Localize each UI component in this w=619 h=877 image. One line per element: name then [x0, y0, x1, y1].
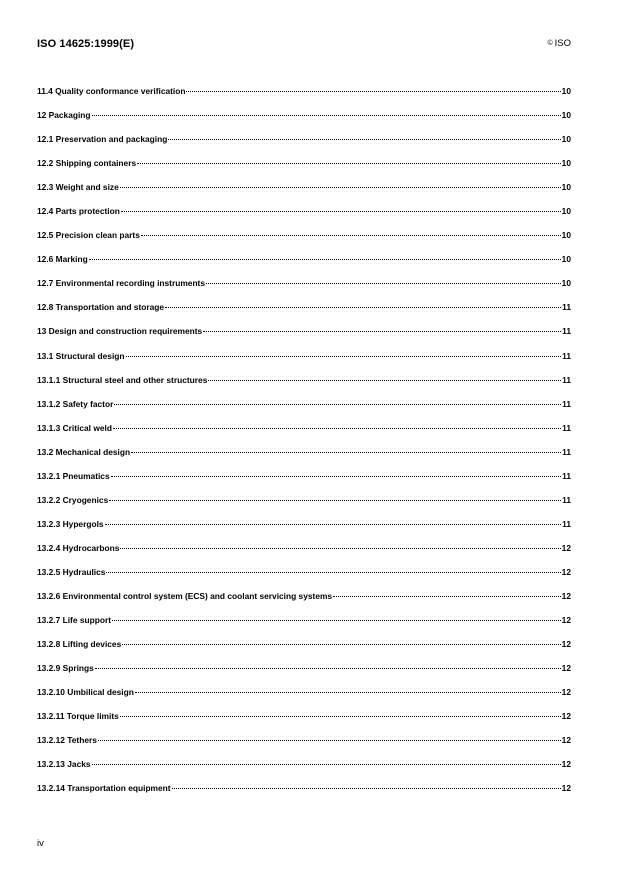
toc-entry-title: 13.1.1 Structural steel and other structures: [37, 374, 208, 385]
toc-dot-leader: [89, 259, 561, 260]
toc-entry-page: 12: [561, 759, 571, 770]
toc-entry[interactable]: [37, 542, 571, 566]
copyright-notice: [547, 38, 571, 49]
toc-entry[interactable]: [37, 494, 571, 518]
toc-entry-page: 11: [562, 302, 571, 313]
toc-dot-leader: [172, 788, 561, 789]
toc-entry-page: 11: [562, 494, 571, 505]
toc-entry-page: 12: [561, 590, 571, 601]
page-number: iv: [37, 838, 44, 849]
toc-entry-page: 11: [562, 446, 571, 457]
toc-entry[interactable]: [37, 301, 571, 325]
toc-entry-page: 10: [561, 230, 571, 241]
toc-dot-leader: [111, 476, 562, 477]
toc-entry-page: 12: [561, 711, 571, 722]
toc-entry[interactable]: [37, 662, 571, 686]
toc-entry-page: 10: [561, 206, 571, 217]
toc-entry[interactable]: [37, 133, 571, 157]
toc-dot-leader: [186, 91, 560, 92]
toc-entry[interactable]: [37, 614, 571, 638]
toc-entry-page: 10: [561, 86, 571, 96]
toc-entry-title: 12 Packaging: [37, 110, 91, 121]
toc-entry-title: 13.2.6 Environmental control system (ECS) and coolant servicing systems: [37, 590, 333, 601]
toc-entry-title: 13.2.13 Jacks: [37, 759, 91, 770]
toc-entry-page: 12: [561, 615, 571, 626]
toc-entry[interactable]: [37, 518, 571, 542]
toc-entry[interactable]: [37, 446, 571, 470]
toc-dot-leader: [92, 764, 561, 765]
toc-entry-page: 10: [561, 134, 571, 145]
toc-entry[interactable]: [37, 566, 571, 590]
toc-dot-leader: [95, 668, 561, 669]
toc-entry[interactable]: [37, 350, 571, 374]
toc-entry-page: 10: [561, 110, 571, 121]
toc-dot-leader: [120, 187, 561, 188]
toc-entry-title: 12.6 Marking: [37, 254, 88, 265]
toc-dot-leader: [141, 235, 561, 236]
toc-entry-title: 12.7 Environmental recording instruments: [37, 278, 206, 289]
toc-dot-leader: [92, 115, 561, 116]
toc-entry-title: 13.2.11 Torque limits: [37, 711, 119, 722]
toc-dot-leader: [114, 404, 561, 405]
toc-entry-title: 11.4 Quality conformance verification: [37, 86, 186, 96]
toc-dot-leader: [126, 356, 562, 357]
toc-entry-page: 12: [561, 566, 571, 577]
toc-entry-title: 13.2.4 Hydrocarbons: [37, 542, 120, 553]
toc-entry-page: 12: [561, 639, 571, 650]
toc-entry-title: 12.1 Preservation and packaging: [37, 134, 168, 145]
toc-dot-leader: [168, 139, 560, 140]
toc-dot-leader: [203, 331, 561, 332]
toc-dot-leader: [165, 307, 561, 308]
toc-entry-title: 13.2.10 Umbilical design: [37, 687, 134, 698]
toc-entry[interactable]: [37, 109, 571, 133]
toc-entry-page: 11: [562, 470, 571, 481]
toc-entry-page: 12: [561, 735, 571, 746]
toc-entry-page: 11: [562, 518, 571, 529]
toc-dot-leader: [120, 548, 560, 549]
toc-entry-page: 12: [561, 687, 571, 698]
toc-entry[interactable]: [37, 734, 571, 758]
toc-dot-leader: [137, 163, 561, 164]
copyright-org: ISO: [554, 38, 571, 49]
toc-entry-title: 13.2.9 Springs: [37, 663, 94, 674]
toc-entry-title: 13.2.12 Tethers: [37, 735, 97, 746]
toc-entry[interactable]: [37, 85, 571, 109]
toc-entry[interactable]: [37, 638, 571, 662]
toc-entry-page: 10: [561, 254, 571, 265]
table-of-contents: [37, 85, 571, 806]
toc-entry-page: 11: [562, 326, 571, 337]
toc-entry[interactable]: [37, 181, 571, 205]
toc-entry-title: 13.2.3 Hypergols: [37, 518, 104, 529]
toc-entry[interactable]: [37, 253, 571, 277]
toc-entry-title: 13.2.14 Transportation equipment: [37, 783, 171, 794]
toc-dot-leader: [131, 452, 561, 453]
toc-entry-title: 13.2.1 Pneumatics: [37, 470, 110, 481]
toc-entry[interactable]: [37, 229, 571, 253]
toc-entry-title: 13.1.3 Critical weld: [37, 422, 112, 433]
copyright-icon: ©: [547, 40, 553, 47]
toc-entry-page: 12: [561, 663, 571, 674]
toc-dot-leader: [113, 428, 561, 429]
toc-entry[interactable]: [37, 590, 571, 614]
toc-entry[interactable]: [37, 782, 571, 806]
toc-dot-leader: [122, 644, 560, 645]
document-standard-id: ISO 14625:1999(E): [37, 38, 135, 50]
toc-dot-leader: [135, 692, 561, 693]
toc-entry[interactable]: [37, 686, 571, 710]
toc-dot-leader: [206, 283, 561, 284]
toc-entry-title: 12.4 Parts protection: [37, 206, 120, 217]
toc-entry-title: 13 Design and construction requirements: [37, 326, 203, 337]
toc-entry-title: 13.2 Mechanical design: [37, 446, 131, 457]
toc-dot-leader: [112, 620, 561, 621]
toc-entry-page: 12: [561, 783, 571, 794]
toc-entry-page: 10: [561, 158, 571, 169]
toc-entry[interactable]: [37, 374, 571, 398]
toc-dot-leader: [98, 740, 561, 741]
toc-dot-leader: [106, 572, 560, 573]
toc-entry-page: 11: [562, 350, 571, 361]
toc-entry-title: 13.1 Structural design: [37, 350, 125, 361]
toc-entry-page: 12: [561, 542, 571, 553]
toc-entry[interactable]: [37, 758, 571, 782]
toc-entry-title: 13.2.2 Cryogenics: [37, 494, 109, 505]
toc-dot-leader: [208, 380, 561, 381]
toc-entry[interactable]: [37, 710, 571, 734]
toc-entry-page: 11: [562, 398, 571, 409]
toc-entry[interactable]: [37, 205, 571, 229]
toc-entry-page: 11: [562, 422, 571, 433]
toc-entry-page: 10: [561, 182, 571, 193]
toc-entry-title: 13.1.2 Safety factor: [37, 398, 114, 409]
toc-dot-leader: [120, 716, 561, 717]
toc-entry-page: 11: [562, 374, 571, 385]
toc-entry[interactable]: [37, 325, 571, 349]
toc-entry[interactable]: [37, 277, 571, 301]
toc-entry-title: 13.2.7 Life support: [37, 615, 111, 626]
toc-entry-title: 12.3 Weight and size: [37, 182, 119, 193]
toc-entry[interactable]: [37, 470, 571, 494]
toc-entry[interactable]: [37, 422, 571, 446]
toc-entry[interactable]: [37, 398, 571, 422]
toc-dot-leader: [333, 596, 561, 597]
toc-entry[interactable]: [37, 157, 571, 181]
toc-entry-title: 12.5 Precision clean parts: [37, 230, 140, 241]
toc-dot-leader: [105, 524, 562, 525]
toc-entry-page: 10: [561, 278, 571, 289]
toc-dot-leader: [121, 211, 561, 212]
toc-entry-title: 12.2 Shipping containers: [37, 158, 137, 169]
toc-entry-title: 13.2.8 Lifting devices: [37, 639, 122, 650]
toc-entry-title: 13.2.5 Hydraulics: [37, 566, 106, 577]
toc-entry-title: 12.8 Transportation and storage: [37, 302, 165, 313]
toc-dot-leader: [109, 500, 561, 501]
